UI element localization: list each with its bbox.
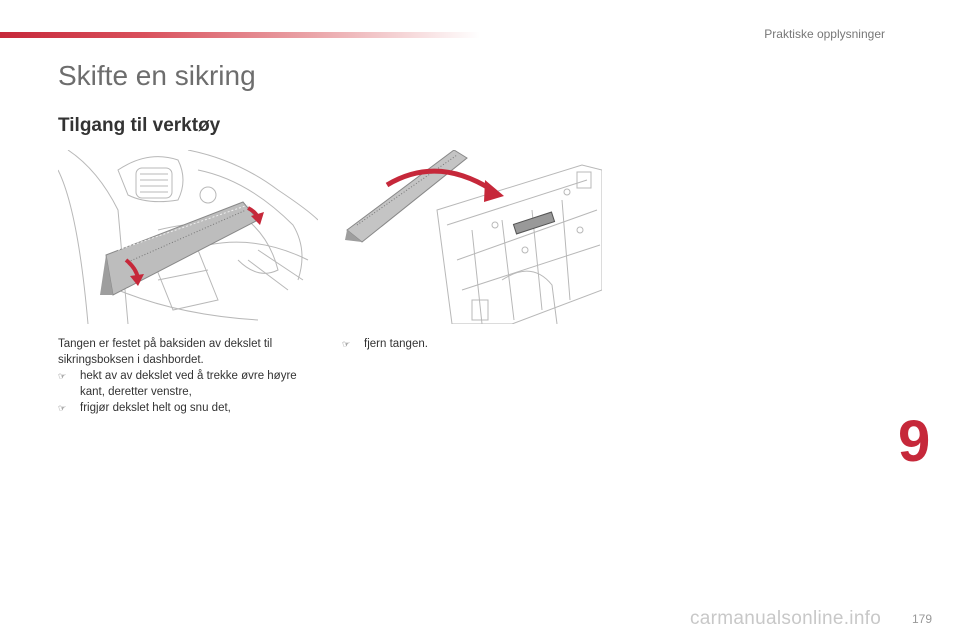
page-title: Skifte en sikring bbox=[58, 60, 256, 91]
list-item bbox=[58, 368, 320, 400]
chapter-number: 9 bbox=[898, 409, 931, 474]
section-label: Praktiske opplysninger bbox=[764, 27, 885, 41]
list-item-text: hekt av av dekslet ved å trekke øvre høyre kant, deretter venstre, bbox=[80, 370, 297, 398]
page-subtitle: Tilgang til verktøy bbox=[58, 115, 221, 136]
list-item-text: fjern tangen. bbox=[364, 338, 428, 350]
instructions-right bbox=[342, 336, 602, 352]
header-accent-bar bbox=[0, 32, 480, 38]
list-item-text: frigjør dekslet helt og snu det, bbox=[80, 402, 231, 414]
pointing-finger-icon: ☞ bbox=[58, 371, 67, 381]
instructions-left bbox=[58, 336, 320, 416]
list-item bbox=[58, 400, 320, 416]
fuse-box-tweezers-illustration bbox=[342, 150, 602, 324]
list-item bbox=[342, 336, 602, 352]
watermark: carmanualsonline.info bbox=[690, 608, 882, 629]
intro-paragraph: Tangen er festet på baksiden av dekslet til sikringsboksen i dashbordet. bbox=[58, 338, 273, 366]
page-number: 179 bbox=[912, 612, 933, 626]
pointing-finger-icon: ☞ bbox=[58, 403, 67, 413]
dashboard-cover-illustration bbox=[58, 150, 318, 324]
pointing-finger-icon: ☞ bbox=[342, 339, 351, 349]
